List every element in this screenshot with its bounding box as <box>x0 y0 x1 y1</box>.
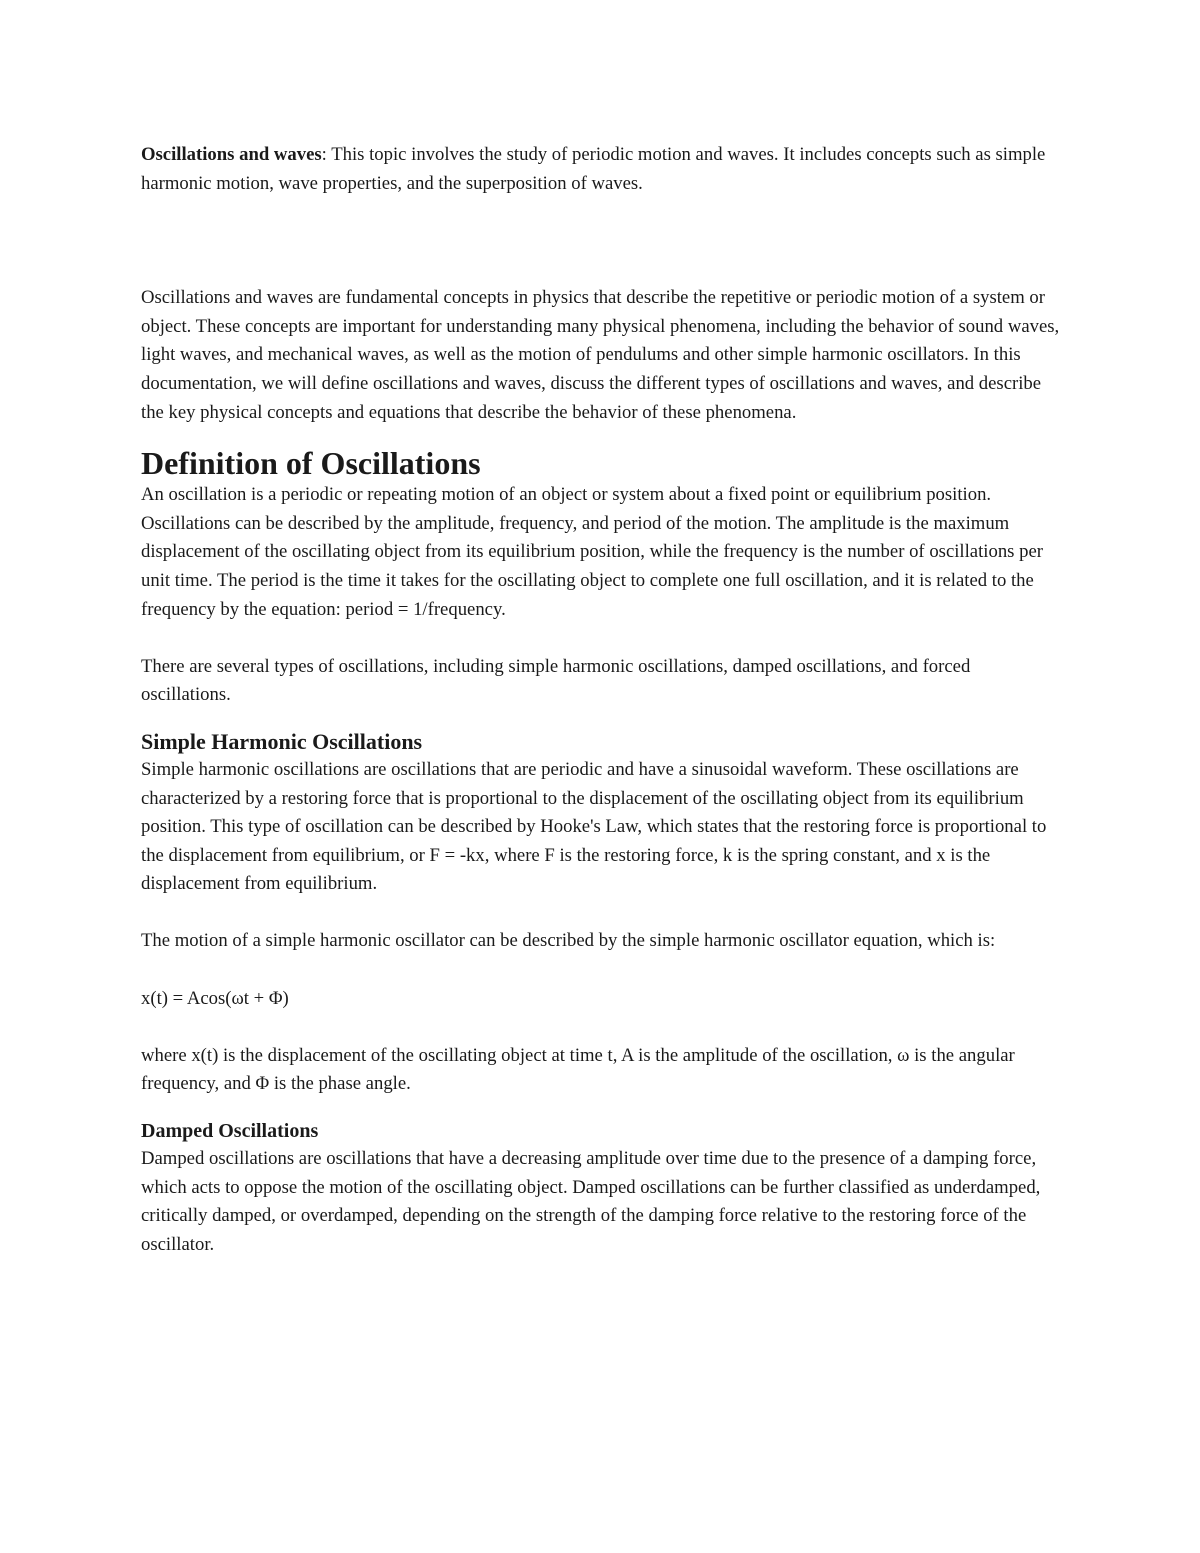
spacer <box>141 1013 1061 1042</box>
definition-paragraph-2: There are several types of oscillations, including simple harmonic oscillations, damped oscillations, and forced oscillations. <box>141 655 971 706</box>
damped-paragraph-1: Damped oscillations are oscillations that have a decreasing amplitude over time due to the presence of a damping force, which acts to oppose the motion of the oscillating object. Damped oscillations can be further classified as underdamped, critically damped, or overdamped, depending on the strength of the damping force relative to the restoring force of the oscillator. <box>141 1148 1041 1255</box>
spacer <box>141 624 1061 653</box>
simple-harmonic-paragraph-1: Simple harmonic oscillations are oscillations that are periodic and have a sinusoidal waveform. These oscillations are characterized by a restoring force that is proportional to the displacement of the oscillating object from its equilibrium position. This type of oscillation can be described by Hooke's Law, which states that the restoring force is proportional to the displacement from equilibrium, or F = -kx, where F is the restoring force, k is the spring constant, and x is the displacement from equilibrium. <box>141 758 1047 895</box>
spacer <box>141 198 1061 284</box>
spacer <box>141 899 1061 928</box>
simple-harmonic-paragraph-3: where x(t) is the displacement of the oscillating object at time t, A is the amplitude of the oscillation, ω is the angular frequency, and Φ is the phase angle. <box>141 1044 1015 1095</box>
simple-harmonic-heading: Simple Harmonic Oscillations <box>141 728 423 754</box>
definition-paragraph-1: An oscillation is a periodic or repeating motion of an object or system about a fixed point or equilibrium position. Oscillations can be described by the amplitude, frequency, and period of the motion. The amplitude is the maximum displacement of the oscillating object from its equilibrium position, while the frequency is the number of oscillations per unit time. The period is the time it takes for the oscillating object to complete one full oscillation, and it is related to the frequency by the equation: period = 1/frequency. <box>141 484 1043 620</box>
overview-paragraph: Oscillations and waves are fundamental concepts in physics that describe the repetitive or periodic motion of a system or object. These concepts are important for understanding many physical phenomena, including the behavior of sound waves, light waves, and mechanical waves, as well as the motion of pendulums and other simple harmonic oscillators. In this documentation, we will define oscillations and waves, discuss the different types of oscillations and waves, and describe the key physical concepts and equations that describe the behavior of these phenomena. <box>141 287 1060 423</box>
spacer <box>141 956 1061 985</box>
intro-paragraph <box>141 141 1061 198</box>
simple-harmonic-paragraph-2: The motion of a simple harmonic oscillator can be described by the simple harmonic oscillator equation, which is: <box>141 930 996 952</box>
intro-text: : This topic involves the study of periodic motion and waves. It includes concepts such as simple harmonic motion, wave properties, and the superposition of waves. <box>141 144 1046 194</box>
definition-heading: Definition of Oscillations <box>141 445 481 482</box>
damped-heading: Damped Oscillations <box>141 1120 319 1143</box>
shm-equation: x(t) = Acos(ωt + Φ) <box>141 987 289 1009</box>
intro-lead: Oscillations and waves <box>141 144 322 165</box>
document-page <box>141 141 1061 1259</box>
